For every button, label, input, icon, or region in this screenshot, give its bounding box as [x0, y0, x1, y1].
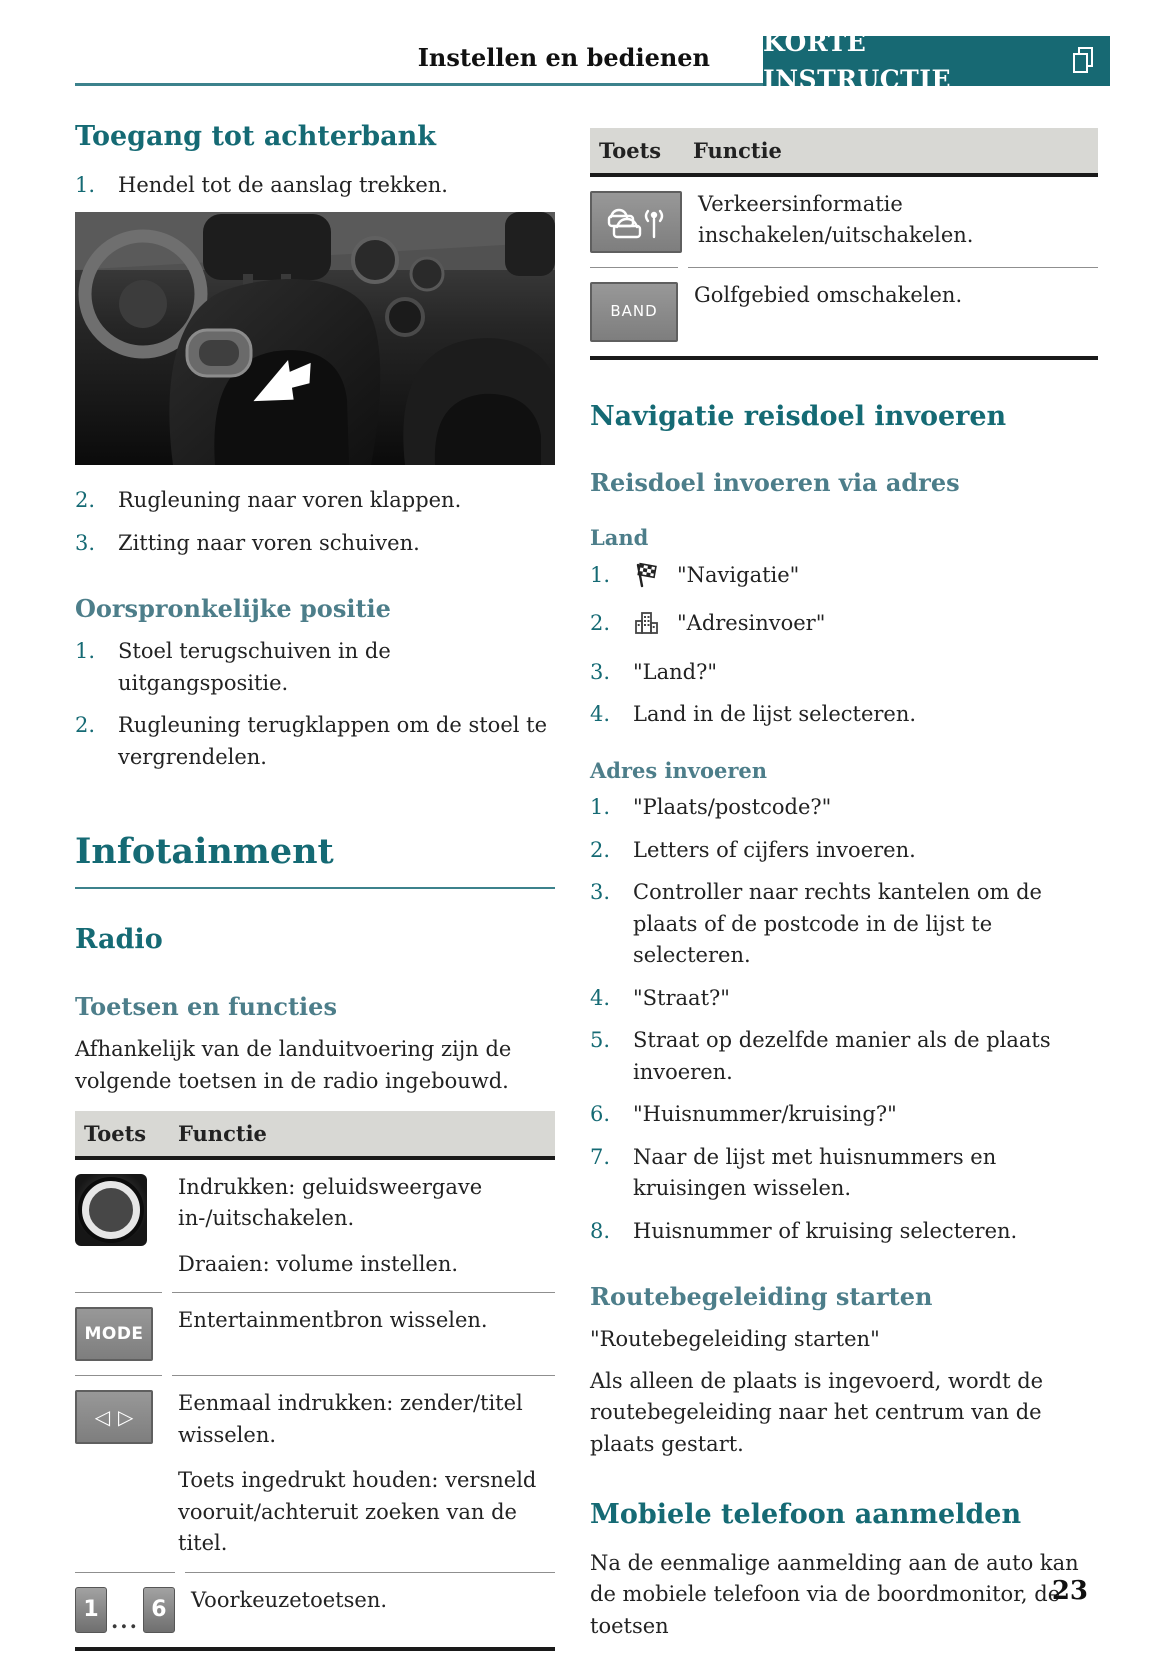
column-header-functie: Functie — [178, 1121, 267, 1147]
building-icon — [633, 608, 677, 646]
preset-keys-icon — [75, 1587, 175, 1633]
list-number: 6. — [590, 1102, 611, 1127]
page-section-title: Instellen en bedienen — [417, 43, 710, 72]
list-item — [590, 608, 1098, 646]
list-item — [75, 170, 555, 202]
table-header-row — [590, 128, 1098, 177]
volume-knob-icon — [75, 1174, 147, 1246]
mobiel-body-text: Na de eenmalige aanmelding aan de auto kan de mobiele telefoon via de boordmonitor, de toetsen — [590, 1550, 1079, 1638]
list-text: Controller naar rechts kantelen om de plaats of de postcode in de lijst te selecteren. — [633, 880, 1042, 968]
heading-navigatie-reisdoel-invoeren: Navigatie reisdoel invoeren — [590, 400, 1007, 432]
heading-toegang-tot-achterbank: Toegang tot achterbank — [75, 121, 436, 152]
table-row — [75, 1160, 555, 1293]
list-number: 1. — [75, 172, 96, 197]
preset-key-1: 1 — [75, 1587, 107, 1633]
left-column — [75, 120, 555, 1651]
table-row — [75, 1375, 555, 1572]
list-item — [590, 657, 1098, 689]
copy-pages-icon — [1070, 46, 1096, 76]
list-text: Land in de lijst selecteren. — [633, 702, 917, 727]
list-item — [590, 1025, 1098, 1088]
list-text: Rugleuning terugklappen om de stoel te vergrendelen. — [118, 713, 548, 769]
list-text: "Adresinvoer" — [677, 611, 826, 636]
header-rule — [75, 83, 763, 86]
heading-adres-invoeren: Adres invoeren — [590, 757, 768, 783]
list-number: 5. — [590, 1028, 611, 1053]
right-column — [590, 128, 1098, 1656]
heading-oorspronkelijke-positie: Oorspronkelijke positie — [75, 594, 391, 624]
list-text: "Huisnummer/kruising?" — [633, 1102, 897, 1127]
heading-radio: Radio — [75, 924, 163, 956]
track-seek-buttons-icon — [75, 1390, 153, 1444]
mode-button-icon: MODE — [75, 1307, 153, 1361]
radio-intro-text: Afhankelijk van de landuitvoering zijn de volgende toetsen in de radio ingebouwd. — [75, 1037, 512, 1093]
list-number: 1. — [590, 795, 611, 820]
list-item — [590, 877, 1098, 972]
list-text: Straat op dezelfde manier als de plaats invoeren. — [633, 1028, 1051, 1084]
list-number: 1. — [75, 639, 96, 664]
radio-buttons-table — [75, 1111, 555, 1651]
list-item — [590, 1099, 1098, 1131]
list-text: Hendel tot de aanslag trekken. — [118, 172, 448, 197]
page-number: 23 — [1051, 1576, 1088, 1606]
list-text: "Straat?" — [633, 985, 730, 1010]
rear-seat-access-photo — [75, 212, 555, 465]
list-number: 1. — [590, 562, 611, 587]
table-row — [590, 267, 1098, 356]
column-header-toets: Toets — [84, 1121, 147, 1147]
function-text: Draaien: volume instellen. — [178, 1251, 459, 1276]
table-row — [75, 1572, 555, 1647]
tab-korte-instructie — [763, 27, 1110, 94]
function-text: Indrukken: geluidsweergave in-/uitschakelen. — [178, 1174, 483, 1231]
function-text: Voorkeuzetoetsen. — [190, 1587, 388, 1612]
function-text: Entertainmentbron wisselen. — [178, 1308, 488, 1333]
heading-routebegeleiding-starten: Routebegeleiding starten — [590, 1282, 933, 1312]
route-body-text: Als alleen de plaats is ingevoerd, wordt de routebegeleiding naar het centrum van de plaats gestart. — [590, 1368, 1044, 1456]
tab-label: KORTE INSTRUCTIE — [763, 27, 952, 94]
heading-toetsen-en-functies: Toetsen en functies — [75, 992, 337, 1022]
list-text: Letters of cijfers invoeren. — [633, 837, 916, 862]
previous-track-glyph: ◁ — [94, 1405, 110, 1430]
list-number: 2. — [590, 837, 611, 862]
heading-infotainment: Infotainment — [75, 831, 555, 889]
traffic-info-button-icon — [590, 191, 682, 253]
list-item — [590, 560, 1098, 598]
list-item — [590, 792, 1098, 824]
list-number: 4. — [590, 985, 611, 1010]
table-row — [75, 1292, 555, 1375]
list-text: Stoel terugschuiven in de uitgangspositie. — [118, 639, 391, 695]
list-number: 2. — [75, 488, 96, 513]
list-text: Rugleuning naar voren klappen. — [118, 488, 462, 513]
list-number: 3. — [590, 659, 611, 684]
list-item — [590, 1216, 1098, 1248]
list-text: "Land?" — [633, 659, 718, 684]
list-number: 2. — [75, 713, 96, 738]
list-number: 4. — [590, 702, 611, 727]
band-button-icon: BAND — [590, 282, 678, 342]
heading-mobiele-telefoon-aanmelden: Mobiele telefoon aanmelden — [590, 1499, 1022, 1531]
list-number: 8. — [590, 1218, 611, 1243]
list-item — [75, 485, 555, 517]
list-number: 3. — [75, 530, 96, 555]
list-item — [590, 699, 1098, 731]
list-item — [75, 710, 555, 773]
table-row — [590, 177, 1098, 267]
list-number: 2. — [590, 611, 611, 636]
preset-keys-ellipsis: ... — [111, 1607, 139, 1633]
column-header-toets: Toets — [599, 138, 662, 163]
list-item — [75, 528, 555, 560]
heading-reisdoel-invoeren-via-adres: Reisdoel invoeren via adres — [590, 468, 960, 498]
table-header-row — [75, 1111, 555, 1160]
function-text: Verkeersinformatie inschakelen/uitschakelen. — [698, 191, 974, 247]
list-number: 7. — [590, 1144, 611, 1169]
function-text: Toets ingedrukt houden: versneld vooruit/achteruit zoeken van de titel. — [178, 1468, 537, 1556]
column-header-functie: Functie — [693, 138, 782, 163]
checkered-flag-icon — [633, 560, 677, 598]
route-quote-text: "Routebegeleiding starten" — [590, 1327, 880, 1352]
list-item — [590, 983, 1098, 1015]
list-item — [590, 1142, 1098, 1205]
function-text: Golfgebied omschakelen. — [694, 282, 963, 307]
list-text: Naar de lijst met huisnummers en kruisingen wisselen. — [633, 1144, 997, 1201]
preset-key-6: 6 — [143, 1587, 175, 1633]
next-track-glyph: ▷ — [118, 1405, 134, 1430]
list-item — [75, 636, 555, 699]
list-text: Zitting naar voren schuiven. — [118, 530, 420, 555]
list-item — [590, 835, 1098, 867]
list-text: "Plaats/postcode?" — [633, 795, 832, 820]
heading-land: Land — [590, 525, 649, 551]
list-text: Huisnummer of kruising selecteren. — [633, 1218, 1018, 1243]
list-number: 3. — [590, 880, 611, 905]
list-text: "Navigatie" — [677, 562, 800, 587]
radio-buttons-table-continued — [590, 128, 1098, 360]
function-text: Eenmaal indrukken: zender/titel wisselen. — [178, 1391, 523, 1447]
